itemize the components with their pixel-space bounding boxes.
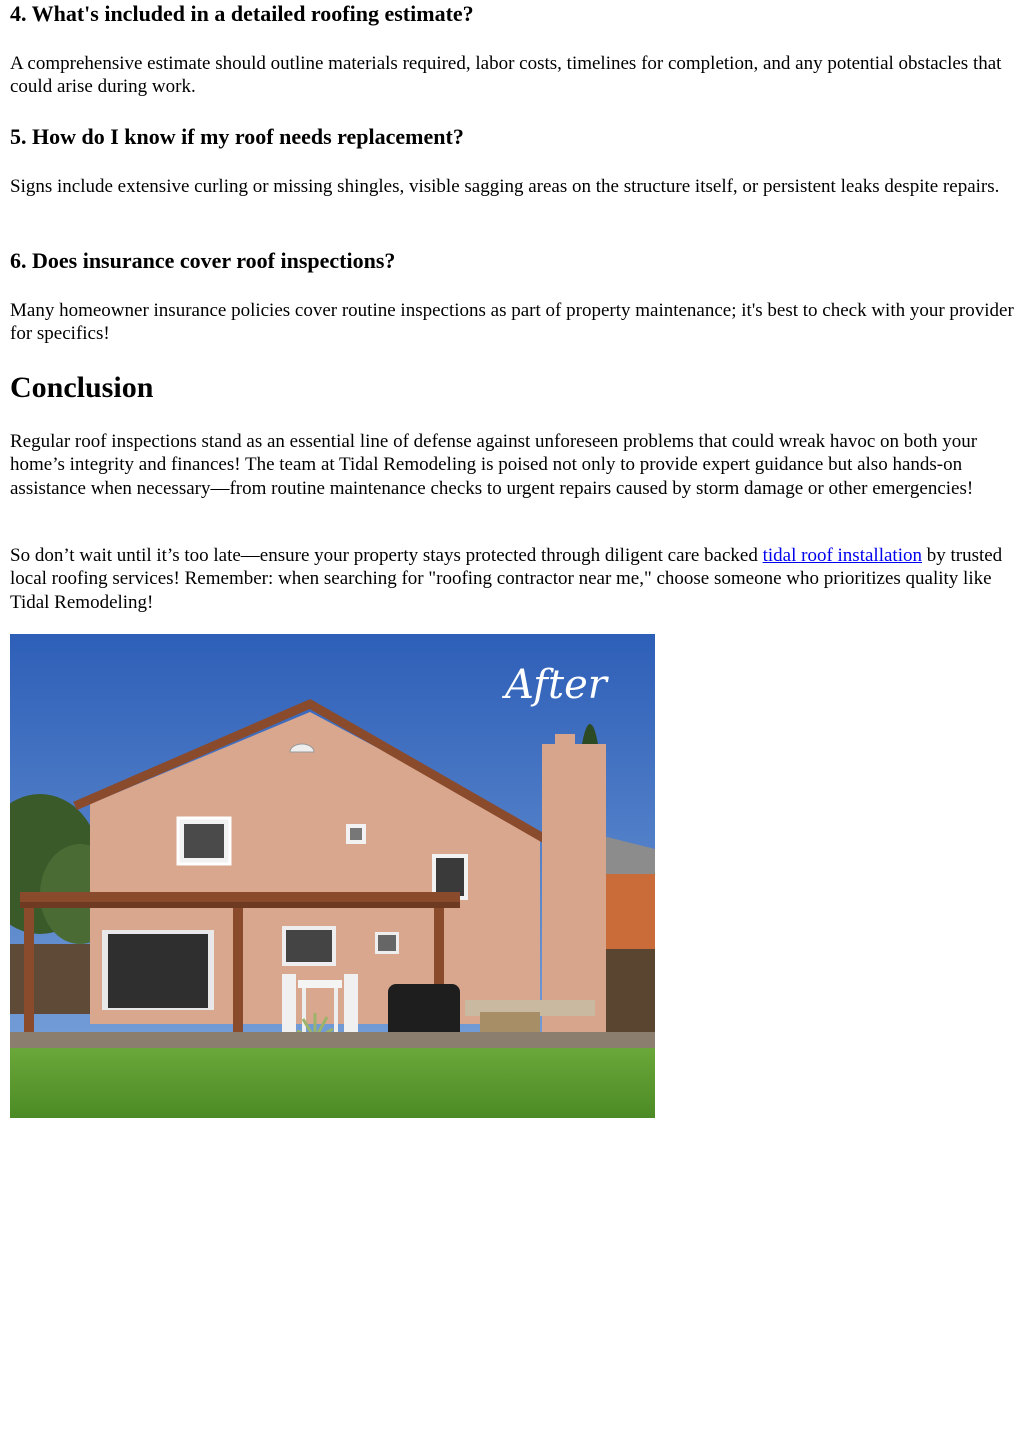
photo-overlay-text: After [505, 662, 607, 708]
faq-question-6: 6. Does insurance cover roof inspections? [10, 248, 396, 273]
faq-question-4: 4. What's included in a detailed roofing estimate? [10, 1, 474, 26]
faq-question-5: 5. How do I know if my roof needs replacement? [10, 124, 464, 149]
tidal-roof-installation-link[interactable]: tidal roof installation [762, 545, 922, 566]
house-after-photo [10, 634, 655, 1118]
conclusion-paragraph-1: Regular roof inspections stand as an essential line of defense against unforeseen problems that could wreak havoc on both your home’s integrity and finances! The team at Tidal Remodeling is poised not only to provide expert guidance but also hands-on assistance when necessary—from routine maintenance checks to urgent repairs caused by storm damage or other emergencies! [10, 431, 978, 499]
faq-answer-6: Many homeowner insurance policies cover routine inspections as part of property maintenance; it's best to check with your provider for specifics! [10, 300, 1014, 345]
conclusion-paragraph-2 [10, 544, 1015, 614]
faq-answer-4: A comprehensive estimate should outline materials required, labor costs, timelines for completion, and any potential obstacles that could arise during work. [10, 53, 1002, 98]
paragraph-2-tail-text: by trusted local roofing services! Remember: when searching for "roofing contractor near me," choose someone who prioritizes quality like Tidal Remodeling! [10, 545, 1003, 613]
conclusion-heading: Conclusion [10, 371, 154, 404]
paragraph-2-lead-text: So don’t wait until it’s too late—ensure your property stays protected through diligent care backed [10, 545, 763, 566]
faq-answer-5: Signs include extensive curling or missing shingles, visible sagging areas on the structure itself, or persistent leaks despite repairs. [10, 176, 1000, 197]
